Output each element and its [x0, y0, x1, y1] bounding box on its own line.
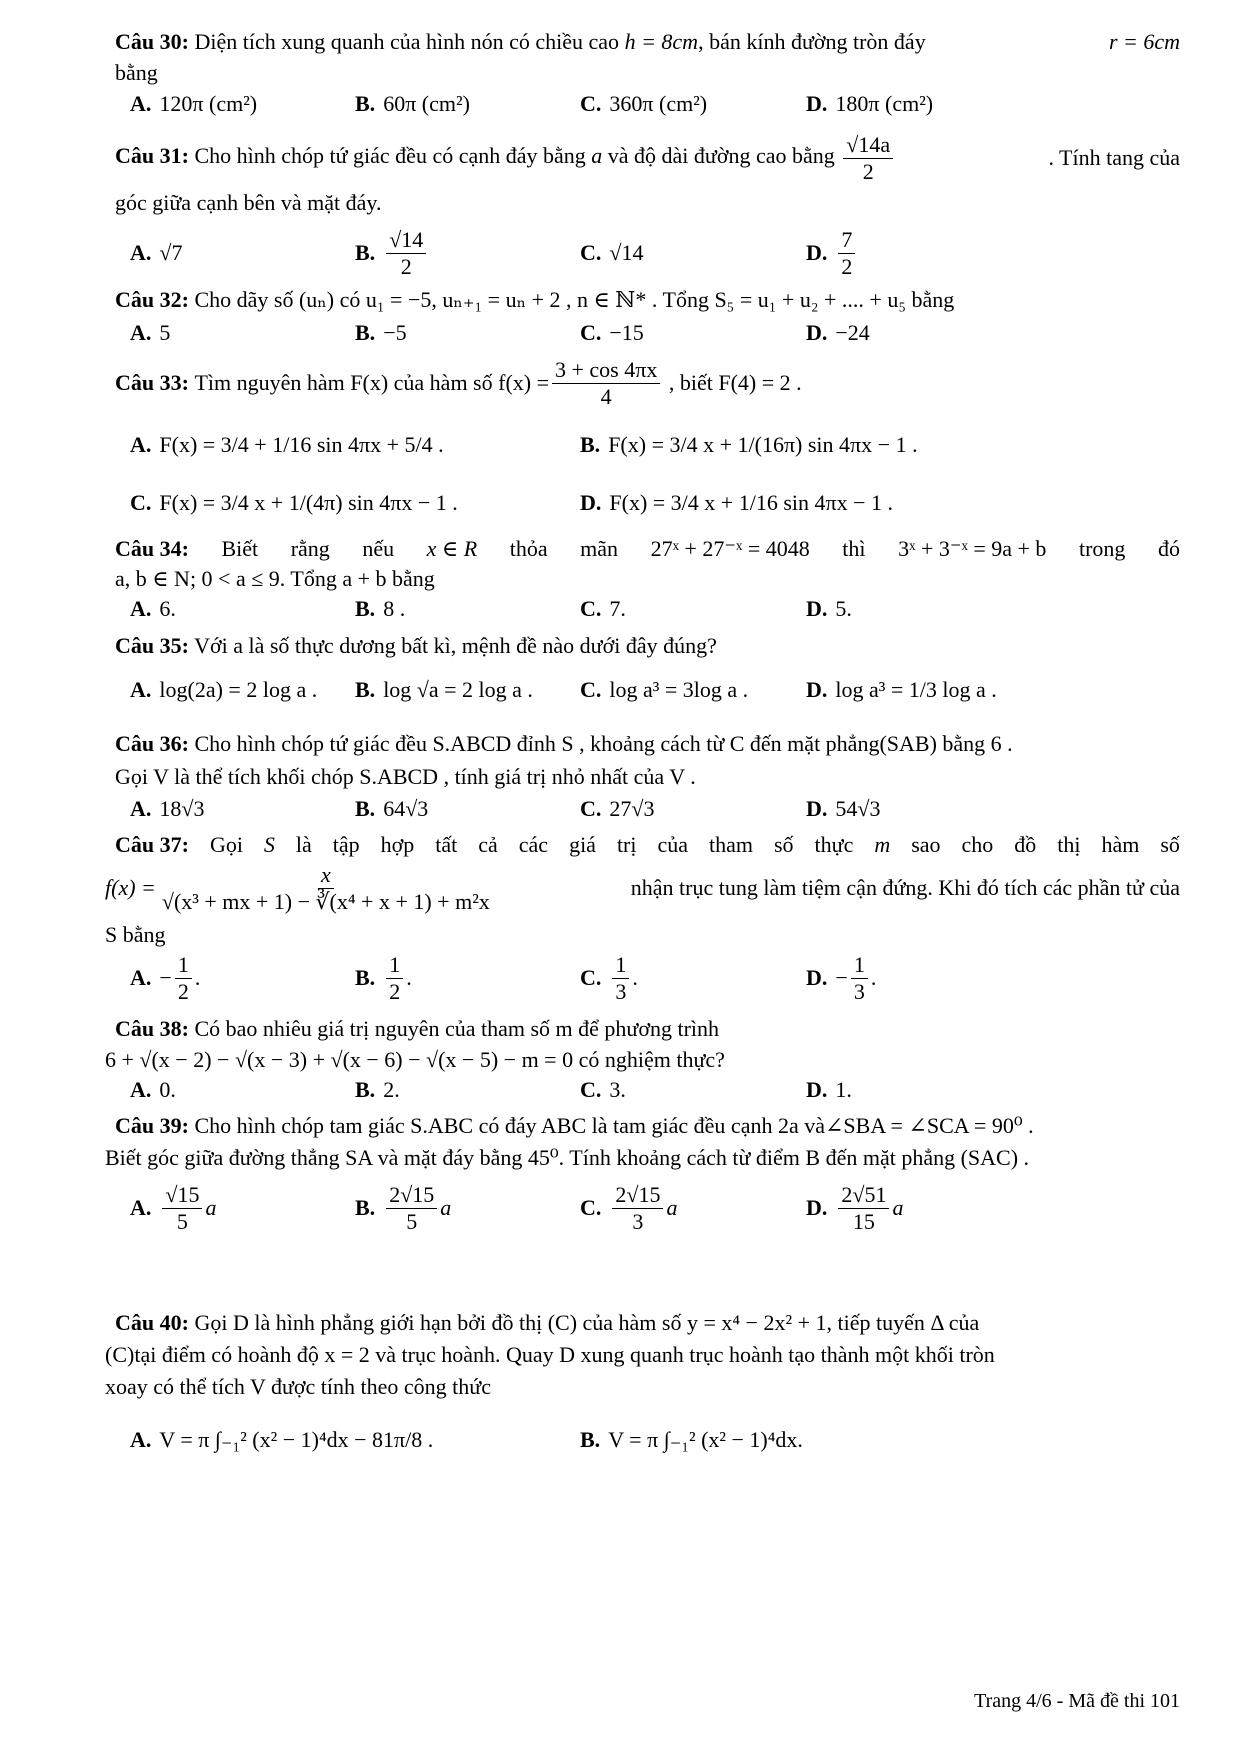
q31-var-a: a [591, 143, 603, 169]
q36-text-line2: Gọi V là thể tích khối chóp S.ABCD , tính giá trị nhỏ nhất của V . [115, 764, 696, 789]
option-value: 5. [835, 596, 852, 621]
fraction-numerator: 3 + cos 4πx [552, 357, 660, 383]
option-fraction [851, 952, 868, 1004]
q37-word: cho [961, 832, 994, 857]
q40-line1 [115, 1308, 1180, 1338]
option-label: A. [130, 1077, 152, 1102]
q34-word: thỏa [509, 536, 548, 561]
option-label: B. [355, 677, 376, 702]
q32-option-d[interactable] [806, 318, 870, 348]
option-label: B. [355, 240, 376, 265]
q37-word: là [295, 832, 312, 857]
q32-option-b[interactable] [355, 318, 407, 348]
option-label: C. [580, 677, 602, 702]
option-label: C. [580, 240, 602, 265]
option-fraction [612, 1182, 663, 1234]
fraction-numerator: x [318, 862, 334, 888]
option-value: F(x) = 3/4 x + 1/(16π) sin 4πx − 1 . [608, 432, 918, 457]
q35-line1 [115, 631, 1180, 661]
option-label: D. [806, 677, 828, 702]
option-value: 27√3 [609, 796, 655, 821]
q37-line3 [105, 920, 1180, 950]
q37-label: Câu 37: [115, 832, 189, 857]
q38-line1 [115, 1014, 1180, 1044]
q39-line1 [115, 1111, 1180, 1141]
option-value: log a³ = 3log a . [609, 677, 749, 702]
option-label: D. [806, 796, 828, 821]
q39-text-line2: Biết góc giữa đường thẳng SA và mặt đáy bằng 45⁰. Tính khoảng cách từ điểm B đến mặt phẳng (SAC) . [105, 1145, 1030, 1170]
q37-word: thực [814, 832, 854, 857]
option-label: B. [355, 796, 376, 821]
option-value: F(x) = 3/4 + 1/16 sin 4πx + 5/4 . [159, 432, 444, 457]
q33-text-a: Tìm nguyên hàm F(x) của hàm số f(x) = [194, 370, 549, 395]
option-value: 54√3 [835, 796, 881, 821]
option-label: A. [130, 965, 152, 990]
fraction-numerator: 7 [838, 227, 855, 253]
option-value: 3. [609, 1077, 626, 1102]
option-label: B. [580, 432, 601, 457]
fraction-numerator: 2√51 [838, 1182, 889, 1208]
q35-option-a[interactable] [130, 675, 317, 705]
option-fraction [386, 227, 426, 279]
option-label: C. [580, 1195, 602, 1220]
q30-option-d[interactable] [806, 89, 933, 119]
q37-option-a[interactable]: A. − $\frac{1}{2}$ . [130, 952, 201, 1004]
q37-word: m [874, 832, 891, 857]
option-tail: a [205, 1195, 217, 1220]
q30-option-b[interactable] [355, 89, 470, 119]
q31-height-fraction [843, 132, 893, 184]
q34-option-c[interactable] [580, 594, 626, 624]
option-value: F(x) = 3/4 x + 1/(4π) sin 4πx − 1 . [159, 490, 458, 515]
option-label: B. [355, 91, 376, 116]
q33-label: Câu 33: [115, 370, 189, 395]
option-value: 120π (cm²) [159, 91, 258, 116]
q33-text-b: , biết F(4) = 2 . [668, 370, 802, 395]
q34-word: đó [1157, 536, 1180, 561]
q37-text-line3: S bằng [105, 922, 166, 947]
q33-option-a[interactable] [130, 420, 444, 470]
option-value: F(x) = 3/4 x + 1/16 sin 4πx − 1 . [609, 490, 894, 515]
q33-option-c[interactable] [130, 478, 458, 528]
q37-word: giá [569, 832, 596, 857]
option-fraction [838, 227, 855, 279]
q37-word: số [773, 832, 794, 857]
q35-label: Câu 35: [115, 633, 189, 658]
fraction-denominator: 3 [615, 978, 627, 1004]
q37-word: cả [478, 832, 498, 857]
q38-text-line2: 6 + √(x − 2) − √(x − 3) + √(x − 6) − √(x − 5) − m = 0 có nghiệm thực? [105, 1047, 725, 1072]
q31-text-b: và độ dài đường cao bằng [607, 143, 835, 169]
option-label: C. [580, 596, 602, 621]
q39-option-c[interactable] [580, 1180, 677, 1236]
q36-option-c[interactable] [580, 794, 654, 824]
fraction-denominator: 2 [862, 158, 874, 184]
q35-option-b[interactable] [355, 675, 533, 705]
q33-f-fraction [552, 357, 660, 409]
option-label: D. [806, 965, 828, 990]
fraction-denominator: 15 [852, 1208, 875, 1234]
q40-option-b[interactable] [580, 1410, 803, 1470]
fraction-numerator: 2√15 [612, 1182, 663, 1208]
option-label: A. [130, 320, 152, 345]
option-value: −15 [609, 320, 644, 345]
q31-option-a[interactable] [130, 225, 182, 281]
q37-word: đồ [1014, 832, 1037, 857]
q36-label: Câu 36: [115, 731, 189, 756]
option-value: −24 [835, 320, 870, 345]
option-value: 2. [383, 1077, 400, 1102]
option-label: C. [130, 490, 152, 515]
option-label: B. [355, 320, 376, 345]
fraction-numerator: √14 [386, 227, 426, 253]
fraction-numerator: 1 [175, 952, 192, 978]
q37-word: số [1160, 832, 1180, 857]
option-label: B. [355, 1077, 376, 1102]
q34-label: Câu 34: [115, 536, 189, 561]
q35-text: Với a là số thực dương bất kì, mệnh đề nào dưới đây đúng? [194, 633, 717, 658]
option-value: 18√3 [159, 796, 205, 821]
q30-r: r = 6cm [1108, 29, 1180, 54]
q37-word: tất [435, 832, 458, 857]
q38-option-c[interactable] [580, 1075, 626, 1105]
q31-line1 [115, 130, 1180, 186]
q31-option-b[interactable] [355, 225, 429, 281]
option-tail: a [440, 1195, 452, 1220]
option-label: D. [580, 490, 602, 515]
q35-option-d[interactable] [806, 675, 997, 705]
fraction-denominator: 2 [400, 253, 412, 279]
q40-text-line1: Gọi D là hình phẳng giới hạn bởi đồ thị (C) của hàm số y = x⁴ − 2x² + 1, tiếp tuyến Δ của [194, 1310, 980, 1335]
fraction-denominator: 4 [600, 383, 612, 409]
option-fraction [838, 1182, 889, 1234]
q37-word: S [263, 832, 275, 857]
q40-option-a[interactable] [130, 1410, 433, 1470]
option-label: B. [355, 596, 376, 621]
fraction-denominator: 3 [853, 978, 865, 1004]
fraction-denominator: 2 [177, 978, 189, 1004]
q37-option-c[interactable]: C. $\frac{1}{3}$ . [580, 952, 638, 1004]
q40-text-line2: (C)tại điểm có hoành độ x = 2 và trục hoành. Quay D xung quanh trục hoành tạo thành một khối tròn [105, 1342, 995, 1367]
option-label: A. [130, 432, 152, 457]
q31-text-c: . Tính tang của [1048, 145, 1180, 170]
q37-word: trị [616, 832, 637, 857]
q37-option-b[interactable]: B. $\frac{1}{2}$ . [355, 952, 412, 1004]
q32-label: Câu 32: [115, 287, 189, 312]
q34-line2 [115, 564, 1180, 594]
fraction-denominator: 5 [406, 1208, 418, 1234]
q33-line1 [115, 355, 1180, 411]
q34-word: rằng [290, 536, 330, 561]
option-label: B. [580, 1427, 601, 1452]
fraction-numerator: 1 [612, 952, 629, 978]
q34-option-d[interactable] [806, 594, 852, 624]
fraction-denominator: 3 [632, 1208, 644, 1234]
q31-text-d: góc giữa cạnh bên và mặt đáy. [115, 190, 382, 215]
q30-line1 [115, 27, 1180, 57]
q32-option-a[interactable] [130, 318, 170, 348]
q36-line1 [115, 729, 1180, 759]
q34-text-line2: a, b ∈ N; 0 < a ≤ 9. Tổng a + b bằng [115, 566, 435, 591]
q31-option-d[interactable] [806, 225, 858, 281]
option-fraction [162, 1182, 202, 1234]
q30-text-c: bằng [115, 60, 158, 85]
option-label: D. [806, 91, 828, 116]
option-label: A. [130, 1195, 152, 1220]
q37-text-line2: nhận trục tung làm tiệm cận đứng. Khi đó tích các phần tử của [630, 875, 1180, 900]
option-value: 180π (cm²) [835, 91, 934, 116]
fraction-denominator: 2 [389, 978, 401, 1004]
q36-text-line1: Cho hình chóp tứ giác đều S.ABCD đỉnh S , khoảng cách từ C đến mặt phẳng(SAB) bằng 6 . [194, 731, 1013, 756]
option-value: √7 [159, 240, 183, 265]
fraction-numerator: √14a [843, 132, 893, 158]
option-value: V = π ∫₋₁² (x² − 1)⁴dx. [608, 1427, 803, 1452]
q33-option-d[interactable] [580, 478, 893, 528]
q30-h: h = 8cm [624, 29, 699, 54]
q30-label: Câu 30: [115, 29, 189, 54]
q37-word: thị [1057, 832, 1081, 857]
option-fraction [612, 952, 629, 1004]
option-label: C. [580, 796, 602, 821]
option-value: log a³ = 1/3 log a . [835, 677, 997, 702]
option-fraction [386, 1182, 437, 1234]
option-value: V = π ∫₋₁² (x² − 1)⁴dx − 81π/8 . [159, 1427, 434, 1452]
option-label: A. [130, 796, 152, 821]
option-value: 360π (cm²) [609, 91, 708, 116]
q31-option-c[interactable] [580, 225, 643, 281]
option-label: B. [355, 965, 376, 990]
q30-option-c[interactable] [580, 89, 707, 119]
option-label: A. [130, 1427, 152, 1452]
option-label: A. [130, 240, 152, 265]
q31-text-a: Cho hình chóp tứ giác đều có cạnh đáy bằng [194, 143, 586, 169]
option-value: −5 [383, 320, 407, 345]
fraction-denominator: 5 [176, 1208, 188, 1234]
q30-text-a: Diện tích xung quanh của hình nón có chiều cao [194, 29, 620, 54]
q38-option-d[interactable] [806, 1075, 852, 1105]
q37-word: sao [911, 832, 941, 857]
q38-text-line1: Có bao nhiêu giá trị nguyên của tham số m để phương trình [194, 1016, 720, 1041]
option-value: √14 [609, 240, 644, 265]
option-label: D. [806, 320, 828, 345]
option-label: A. [130, 596, 152, 621]
q32-line1 [115, 285, 1180, 315]
fraction-numerator: √15 [162, 1182, 202, 1208]
q32-text: Cho dãy số (uₙ) có u₁ = −5, uₙ₊₁ = uₙ + 2 , n ∈ ℕ* . Tổng S₅ = u₁ + u₂ + .... + u₅ bằng [194, 287, 955, 312]
q39-text-line1: Cho hình chóp tam giác S.ABC có đáy ABC là tam giác đều cạnh 2a và∠SBA = ∠SCA = 90⁰ . [194, 1113, 1034, 1138]
q37-word: các [518, 832, 549, 857]
q37-word: tham [709, 832, 753, 857]
q37-line1 [115, 830, 1180, 860]
q37-word: của [657, 832, 689, 857]
q32-option-c[interactable] [580, 318, 644, 348]
option-value: log(2a) = 2 log a . [159, 677, 318, 702]
q39-option-d[interactable] [806, 1180, 903, 1236]
q30-option-a[interactable] [130, 89, 257, 119]
option-fraction [386, 952, 403, 1004]
fraction-denominator: 2 [841, 253, 853, 279]
option-fraction [175, 952, 192, 1004]
q40-line2 [105, 1340, 1180, 1370]
option-label: C. [580, 91, 602, 116]
option-label: C. [580, 320, 602, 345]
option-value: 8 . [383, 596, 406, 621]
q36-option-a[interactable] [130, 794, 204, 824]
fraction-numerator: 1 [851, 952, 868, 978]
q37-word: Gọi [209, 832, 243, 857]
q34-option-b[interactable] [355, 594, 405, 624]
q34-option-a[interactable] [130, 594, 176, 624]
q36-option-b[interactable] [355, 794, 428, 824]
q40-line3 [105, 1372, 1180, 1402]
option-value: 60π (cm²) [383, 91, 470, 116]
q33-option-b[interactable] [580, 420, 918, 470]
option-value: 1. [835, 1077, 852, 1102]
q37-word: hợp [380, 832, 415, 857]
page-footer: Trang 4/6 - Mã đề thi 101 [974, 1690, 1180, 1712]
fraction-numerator: 2√15 [386, 1182, 437, 1208]
q38-label: Câu 38: [115, 1016, 189, 1041]
q34-word: nếu [362, 536, 395, 561]
q36-option-d[interactable] [806, 794, 880, 824]
q37-word: tập [332, 832, 360, 857]
q34-word: trong [1078, 536, 1126, 561]
q31-label: Câu 31: [115, 143, 189, 169]
q39-option-b[interactable] [355, 1180, 451, 1236]
option-sign: − [159, 965, 172, 990]
q39-label: Câu 39: [115, 1113, 189, 1138]
option-tail: a [666, 1195, 678, 1220]
q36-line2 [115, 762, 1180, 792]
option-tail: a [892, 1195, 904, 1220]
q40-text-line3: xoay có thể tích V được tính theo công thức [105, 1374, 491, 1399]
q37-f-lhs: f(x) = [105, 875, 156, 900]
option-label: C. [580, 965, 602, 990]
q40-label: Câu 40: [115, 1310, 189, 1335]
q38-option-a[interactable] [130, 1075, 176, 1105]
q30-text-b: , bán kính đường tròn đáy [698, 29, 926, 54]
q37-option-d[interactable]: D. − $\frac{1}{3}$ . [806, 952, 877, 1004]
q30-line2 [115, 58, 1180, 88]
option-label: D. [806, 240, 828, 265]
option-value: 6. [159, 596, 176, 621]
q31-line2 [115, 188, 1180, 218]
q35-option-c[interactable] [580, 675, 748, 705]
option-label: D. [806, 596, 828, 621]
q38-line2 [105, 1045, 1180, 1075]
q37-line2 [105, 858, 1180, 918]
option-label: C. [580, 1077, 602, 1102]
q34-word: x ∈ R [426, 536, 478, 561]
q34-word: thì [842, 536, 866, 561]
option-value: log √a = 2 log a . [383, 677, 533, 702]
q34-word: Biết [221, 536, 259, 561]
q38-option-b[interactable] [355, 1075, 400, 1105]
option-value: 7. [609, 596, 626, 621]
option-sign: − [835, 965, 848, 990]
q34-word: 27ˣ + 27⁻ˣ = 4048 [650, 536, 810, 561]
option-label: A. [130, 677, 152, 702]
option-label: D. [806, 1195, 828, 1220]
q39-line2 [105, 1143, 1180, 1173]
option-label: D. [806, 1077, 828, 1102]
fraction-numerator: 1 [386, 952, 403, 978]
option-value: 64√3 [383, 796, 429, 821]
q34-word: mãn [580, 536, 619, 561]
option-label: B. [355, 1195, 376, 1220]
option-label: A. [130, 91, 152, 116]
q39-option-a[interactable] [130, 1180, 216, 1236]
q37-word: hàm [1101, 832, 1140, 857]
option-value: 0. [159, 1077, 176, 1102]
fraction-denominator: √(x³ + mx + 1) − ∛(x⁴ + x + 1) + m²x [161, 888, 490, 914]
q34-word: 3ˣ + 3⁻ˣ = 9a + b [898, 536, 1047, 561]
option-value: 5 [159, 320, 171, 345]
q37-f-fraction [159, 862, 493, 914]
q34-line1 [115, 534, 1180, 564]
